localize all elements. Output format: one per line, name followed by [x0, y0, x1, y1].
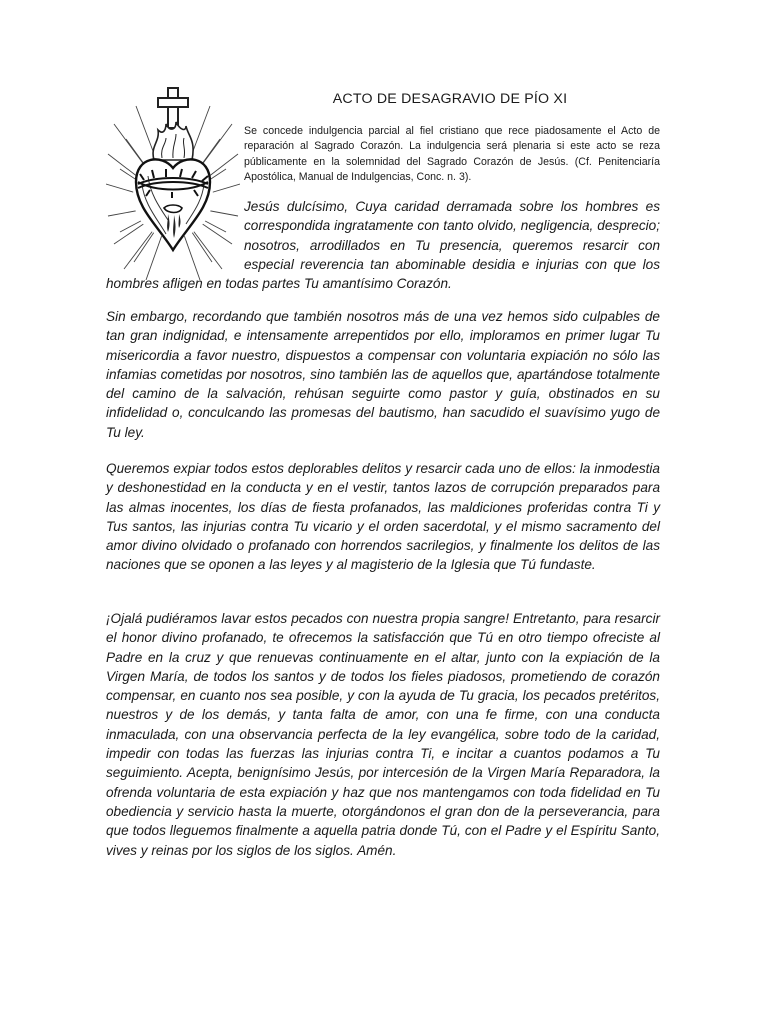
illustration-spacer: [106, 197, 244, 274]
prayer-paragraph-1: [106, 197, 660, 293]
prayer-paragraph-4: ¡Ojalá pudiéramos lavar estos pecados con nuestra propia sangre! Entretanto, para resarcir el honor divino profanado, te ofrecemos la satisfacción que Tú en otro tiempo ofreciste al Padre en la cruz y que renuevas continuamente en el altar, junto con la expiación de la Virgen María, de todos los santos y de todos los fieles piadosos, prometiendo de corazón compensar, en cuanto nos sea posible, y con la ayuda de Tu gracia, los pecados pretéritos, nuestros y de los demás, y tanta falta de amor, con una fe firme, con una conducta inmaculada, con una observancia perfecta de la ley evangélica, sobre todo de la caridad, impedir con todas las fuerzas las injurias contra Ti, e incitar a cuantos podamos a Tu seguimiento. Acepta, benignísimo Jesús, por intercesión de la Virgen María Reparadora, la ofrenda voluntaria de esta expiación y haz que nos mantengamos con toda fidelidad en Tu obediencia y servicio hasta la muerte, otorgándonos el gran don de la perseverancia, para que todos lleguemos finalmente a aquella patria donde Tú, con el Padre y el Espíritu Santo, vives y reinas por los siglos de los siglos. Amén.: [106, 611, 660, 858]
indulgence-note: Se concede indulgencia parcial al fiel cristiano que rece piadosamente el Acto de reparación al Sagrado Corazón. La indulgencia será plenaria si este acto se reza públicamente en la solemnidad del Sagrado Corazón de Jesús. (Cf. Penitenciaría Apostólica, Manual de Indulgencias, Conc. n. 3).: [244, 125, 660, 183]
prayer-paragraph-2: Sin embargo, recordando que también nosotros más de una vez hemos sido culpables de tan gran indignidad, e intensamente arrepentidos por ello, imploramos en primer lugar Tu misericordia a favor nuestro, dispuestos a compensar con voluntaria expiación no sólo las infamias cometidas por nosotros, sino también las de aquellos que, apartándose totalmente del camino de la salvación, rehúsan seguirte como pastor y guía, obstinados en su infidelidad o, conculcando las promesas del bautismo, han sacudido el suavísimo yugo de Tu ley.: [106, 309, 660, 440]
cross: [158, 88, 188, 128]
prayer-paragraph-3: Queremos expiar todos estos deplorables delitos y resarcir cada uno de ellos: la inmodestia y deshonestidad en la conducta y en el vestir, tantos lazos de corrupción preparados para las almas inocentes, los días de fiesta profanados, las maldiciones proferidas contra Ti y Tus santos, las injurias contra Tu vicario y el orden sacerdotal, y el mismo sacramento del amor divino olvidado o profanado con horrendos sacrilegios, y finalmente los delitos de las naciones que se oponen a las leyes y al magisterio de la Iglesia que Tú fundaste.: [106, 461, 660, 573]
page-title: ACTO DE DESAGRAVIO DE PÍO XI: [332, 91, 568, 107]
prayer-paragraph-1-text: Jesús dulcísimo, Cuya caridad derramada sobre los hombres es correspondida ingratamente con tanto olvido, negligencia, desprecio; nosotros, arrodillados en Tu presencia, queremos resarcir con especial reverencia tan abominable desidia e injurias con que los hombres afligen en todas partes Tu amantísimo Corazón.: [106, 199, 660, 292]
